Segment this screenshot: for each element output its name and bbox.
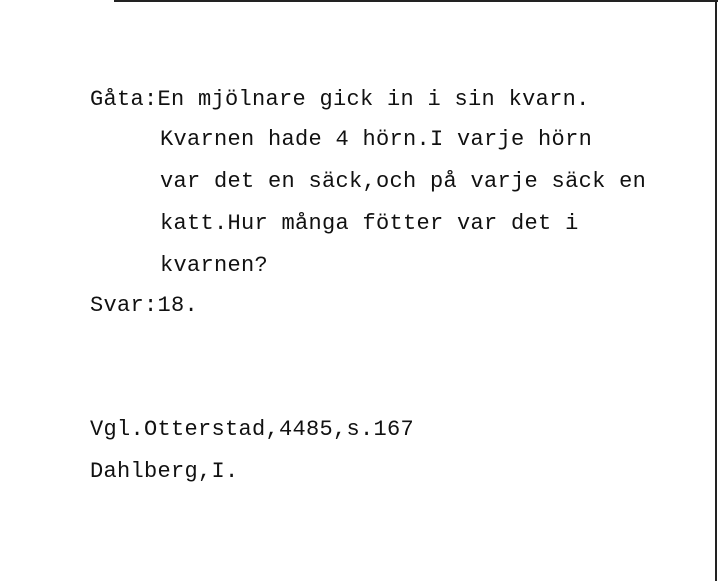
riddle-line-2: Kvarnen hade 4 hörn.I varje hörn <box>160 127 593 152</box>
card-top-edge <box>114 0 718 2</box>
author-line: Dahlberg,I. <box>90 459 239 484</box>
card-right-edge <box>715 0 717 581</box>
riddle-line-4: katt.Hur många fötter var det i <box>160 211 579 236</box>
riddle-line-1: Gåta:En mjölnare gick in i sin kvarn. <box>90 87 590 112</box>
answer-line: Svar:18. <box>90 293 199 318</box>
reference-line: Vgl.Otterstad,4485,s.167 <box>90 417 415 442</box>
riddle-line-5: kvarnen? <box>160 253 269 278</box>
riddle-line-3: var det en säck,och på varje säck en <box>160 169 647 194</box>
